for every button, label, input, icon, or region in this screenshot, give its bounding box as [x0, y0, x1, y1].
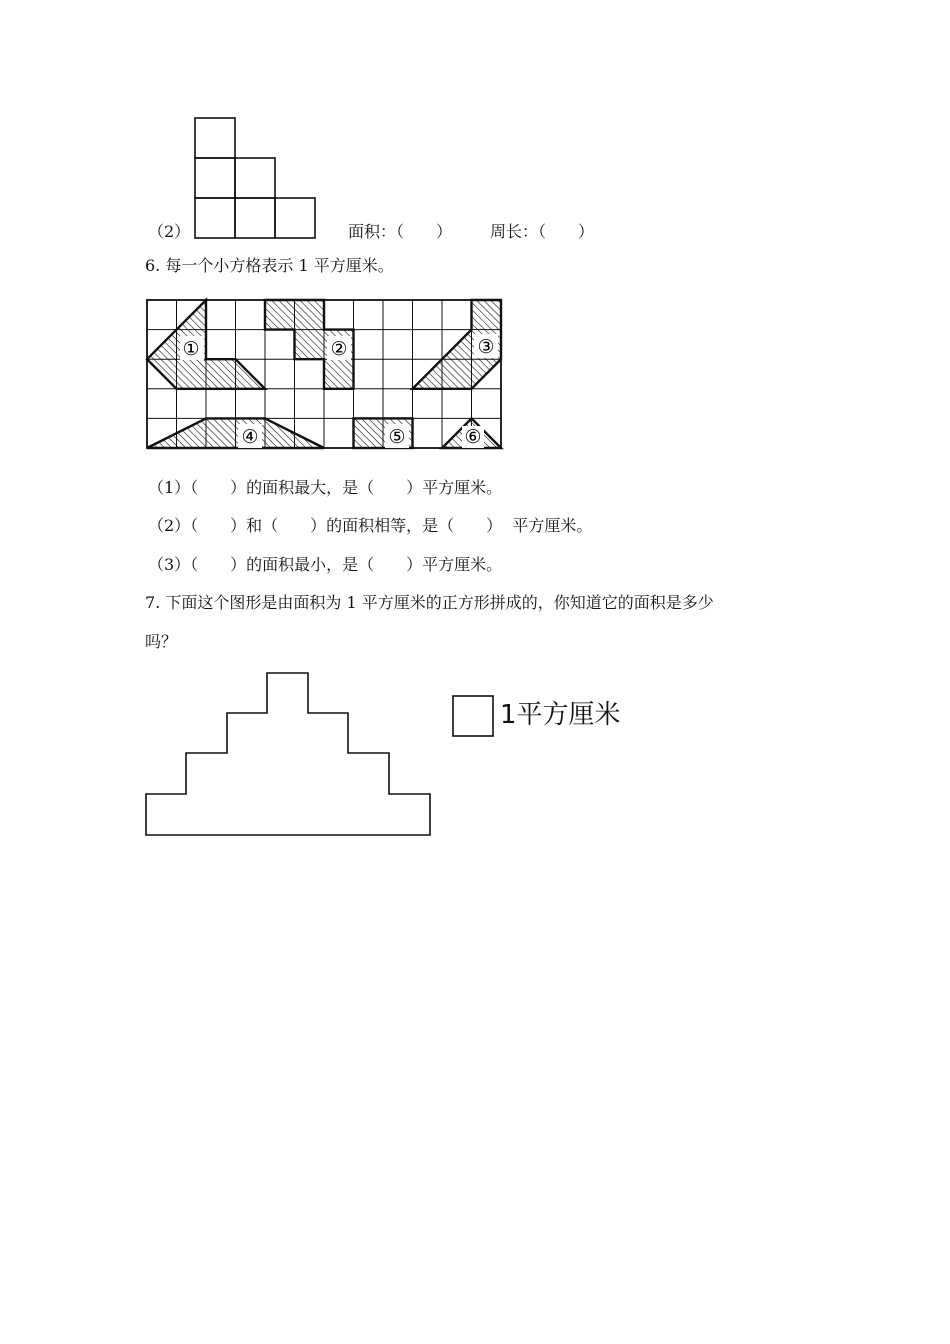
shape-1-label: ①: [182, 338, 200, 360]
q6-title: 6. 每一个小方格表示 1 平方厘米。: [145, 256, 394, 275]
shape-6-label: ⑥: [464, 426, 482, 448]
q5-part2-label: （2）: [148, 222, 191, 241]
q5-perimeter-prompt: 周长：（ ）: [490, 222, 595, 241]
shape-4-label: ④: [241, 426, 259, 448]
shape-5-label: ⑤: [388, 426, 406, 448]
q7-title-line1: 7. 下面这个图形是由面积为 1 平方厘米的正方形拼成的，你知道它的面积是多少: [145, 593, 714, 612]
shape-2-label: ②: [330, 338, 348, 360]
q6-subquestion-2: （2）（ ）和（ ）的面积相等，是（ ） 平方厘米。: [148, 516, 593, 535]
legend-unit-square: [453, 696, 493, 736]
q6-subquestion-1: （1）（ ）的面积最大，是（ ）平方厘米。: [148, 478, 503, 497]
legend-label: 1平方厘米: [500, 700, 621, 730]
q5-area-prompt: 面积：（ ）: [348, 222, 453, 241]
q6-subquestion-3: （3）（ ）的面积最小，是（ ）平方厘米。: [148, 555, 503, 574]
q7-title-line2: 吗？: [145, 632, 178, 651]
shape-3-label: ③: [477, 336, 495, 358]
